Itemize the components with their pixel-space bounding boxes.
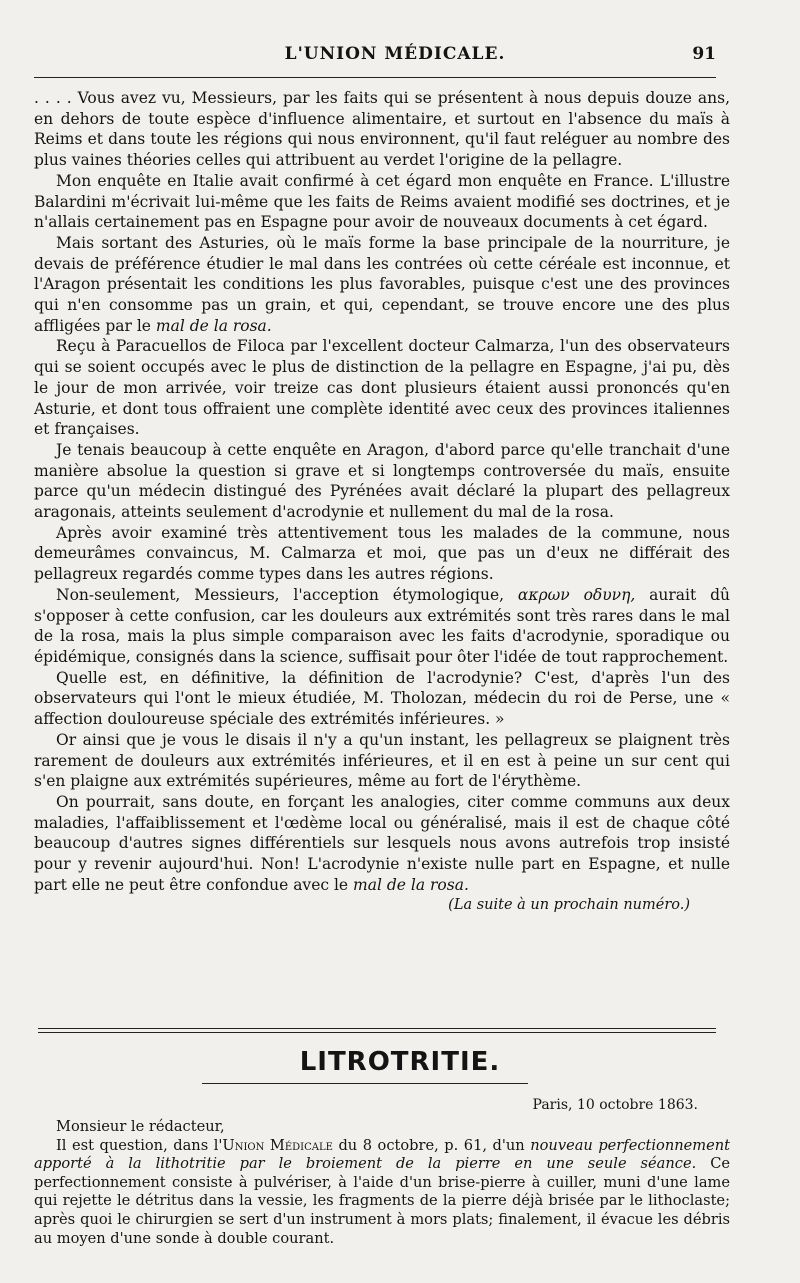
paragraph: Mon enquête en Italie avait confirmé à cet égard mon enquête en France. L'illustre Balardini m'écrivait lui-même que les faits de Reims avaient modifié ses doctrines, et je n'allais certainement pas en Espagne pour avoir de nouveaux documents à cet égard. <box>34 171 730 232</box>
paragraph-text: Mais sortant des Asturies, où le maïs forme la base principale de la nourriture, je devais de préférence étudier le mal dans les contrées où cette céréale est inconnue, et l'Aragon présentait les conditions les plus favorables, puisque c'est une des provinces qui n'en consomme pas un grain, et qui, cependant, se trouve encore une des plus affligées par le <box>34 233 730 335</box>
dateline: Paris, 10 octobre 1863. <box>532 1097 698 1113</box>
journal-name: Union Médicale <box>222 1136 333 1154</box>
article-body <box>34 88 730 916</box>
italic-phrase: nouveau perfectionnement apporté à la lithotritie par le broiement de la pierre en une seule séance. <box>34 1136 730 1173</box>
italic-term: mal de la rosa. <box>155 316 272 335</box>
journal-title: L'UNION MÉDICALE. <box>284 44 506 64</box>
salutation: Monsieur le rédacteur, <box>56 1118 225 1135</box>
continued-note: (La suite à un prochain numéro.) <box>448 897 690 914</box>
italic-term: mal de la rosa. <box>353 875 469 894</box>
paragraph <box>34 585 730 668</box>
letter-text: du 8 octobre, p. 61, d'un <box>332 1136 531 1154</box>
header-rule <box>34 77 716 78</box>
title-underline <box>202 1083 528 1084</box>
paragraph <box>34 1137 730 1249</box>
paragraph: . . . . Vous avez vu, Messieurs, par les faits qui se présentent à nous depuis douze ans, en dehors de toute espèce d'influence alimentaire, et surtout en l'absence du maïs à Reims et dans toute les régions qui nous environnent, qu'il faut reléguer au nombre des plus vaines théories celles qui attribuent au verdet l'origine de la pellagre. <box>34 89 730 170</box>
running-head <box>34 44 716 70</box>
paragraph-text: On pourrait, sans doute, en forçant les analogies, citer comme communs aux deux maladies, l'affaiblissement et l'œdème local ou généralisé, mais il est de chaque côté beaucoup d'autres signes différentiels sur lesquels nous avons autrefois trop insisté pour y revenir aujourd'hui. Non! L'acrodynie n'existe nulle part en Espagne, et nulle part elle ne peut être confondue avec le <box>34 792 730 894</box>
letter-body <box>34 1118 730 1248</box>
paragraph: Après avoir examiné très attentivement tous les malades de la commune, nous demeurâmes convaincus, M. Calmarza et moi, que pas un d'eux ne différait des pellagreux regardés comme types dans les autres régions. <box>34 523 730 584</box>
paragraph: Reçu à Paracuellos de Filoca par l'excellent docteur Calmarza, l'un des observateurs qui se soient occupés avec le plus de distinction de la pellagre en Espagne, j'ai pu, dès le jour de mon arrivée, voir treize cas dont plusieurs étaient aussi prononcés qu'en Asturie, et dont tous offraient une complète identité avec ceux des provinces italiennes et françaises. <box>34 337 730 439</box>
paragraph-text: Non-seulement, Messieurs, l'acception étymologique, <box>56 585 505 604</box>
section-divider <box>38 1028 716 1033</box>
section-title: LITROTRITIE. <box>299 1047 501 1077</box>
letter-text: Il est question, dans l' <box>56 1136 223 1154</box>
paragraph <box>34 233 730 337</box>
letter-text: Ce perfectionnement consiste à pulvériser, à l'aide d'un brise-pierre à cuiller, muni d'une lame qui rejette le détritus dans la vessie, les fragments de la pierre déjà brisée par le lithoclaste; après quoi le chirurgien se sert d'un instrument à mors plats; finalement, il évacue les débris au moyen d'une sonde à double courant. <box>34 1155 730 1247</box>
page-number: 91 <box>692 44 716 64</box>
paragraph: Or ainsi que je vous le disais il n'y a qu'un instant, les pellagreux se plaignent très rarement de douleurs aux extrémités inférieures, et il en est à peine un sur cent qui s'en plaigne aux extrémités supérieures, même au fort de l'érythème. <box>34 730 730 791</box>
paragraph: Quelle est, en définitive, la définition de l'acrodynie? C'est, d'après l'un des observateurs qui l'ont le mieux étudiée, M. Tholozan, médecin du roi de Perse, une « affection douloureuse spéciale des extrémités inférieures. » <box>34 668 730 729</box>
greek-phrase: ακρων οδυνη, <box>517 585 636 604</box>
paragraph-text: aurait dû s'opposer à cette confusion, car les douleurs aux extrémités sont très rares dans le mal de la rosa, mais la plus simple comparaison avec les faits d'acrodynie, sporadique ou épidémique, consignés dans la science, suffisait pour ôter l'idée de tout rapprochement. <box>34 585 730 666</box>
paragraph: Je tenais beaucoup à cette enquête en Aragon, d'abord parce qu'elle tranchait d'une manière absolue la question si grave et si longtemps controversée du maïs, ensuite parce qu'un médecin distingué des Pyrénées avait déclaré la plupart des pellagreux aragonais, atteints seulement d'acrodynie et nullement du mal de la rosa. <box>34 440 730 522</box>
paragraph <box>34 792 730 896</box>
